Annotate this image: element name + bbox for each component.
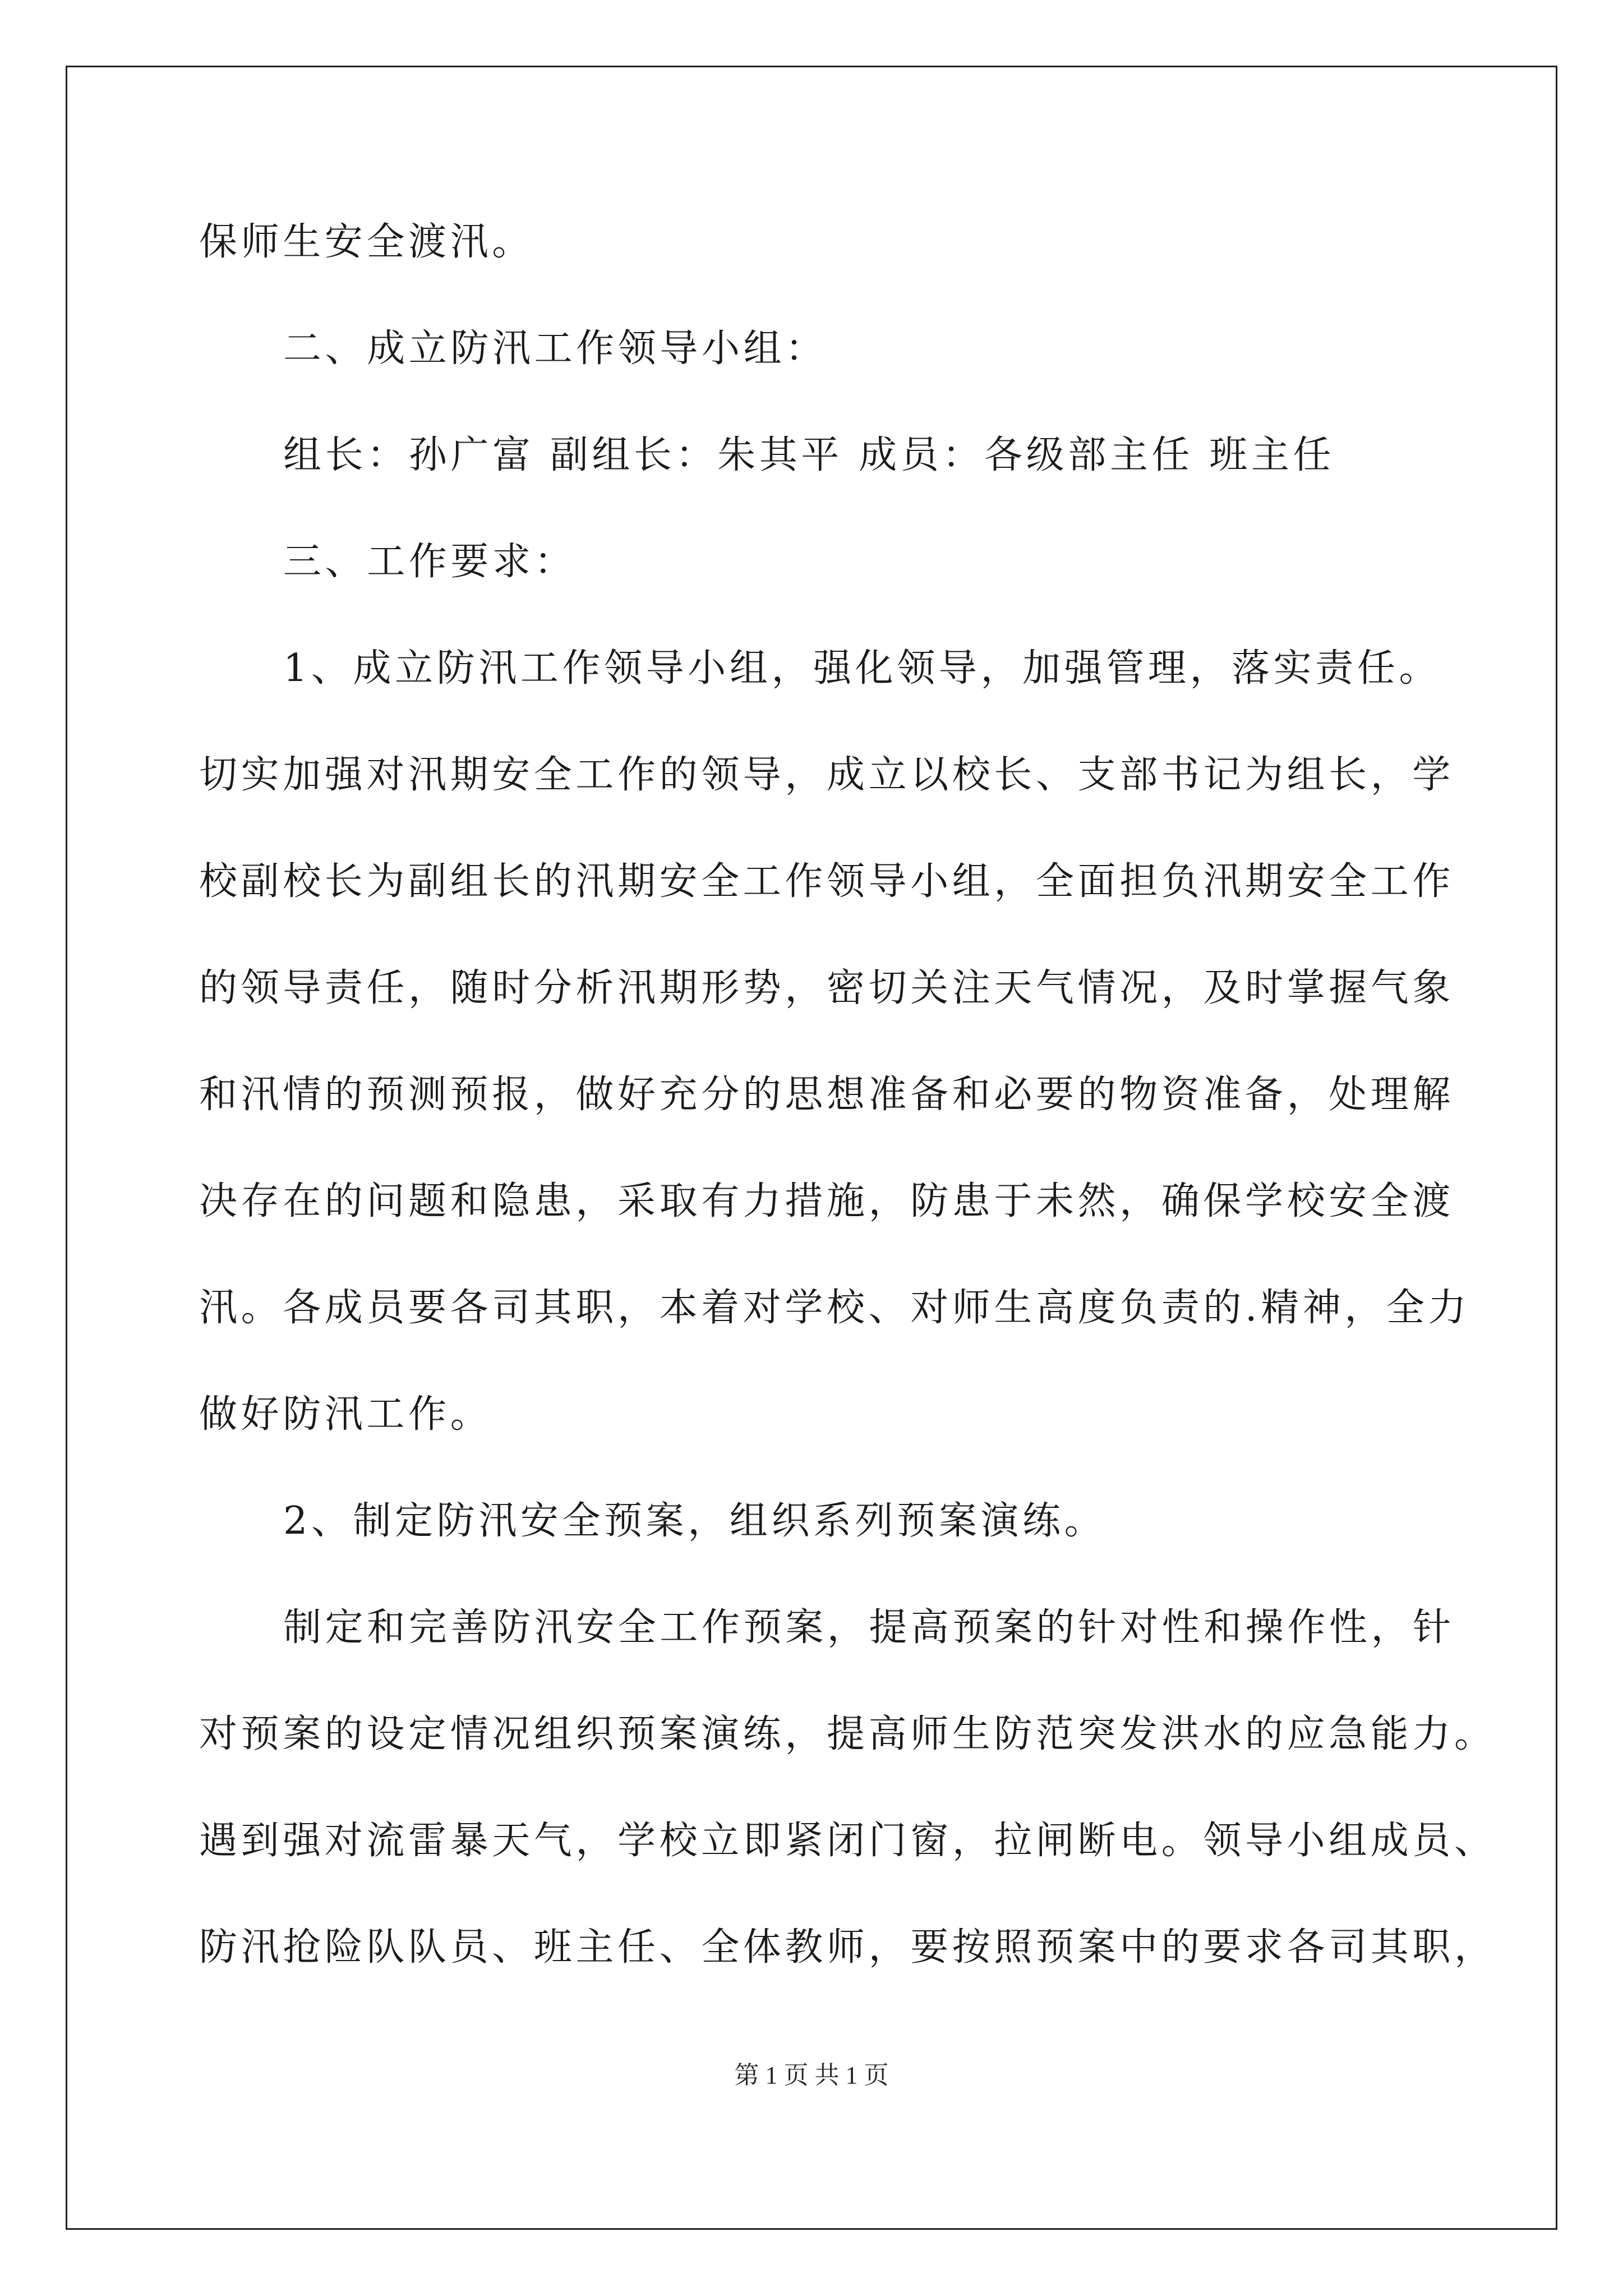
list-item-heading: 1、成立防汛工作领导小组，强化领导，加强管理，落实责任。 (283, 646, 1441, 691)
text-line: 切实加强对汛期安全工作的领导，成立以校长、支部书记为组长，学 (199, 753, 1455, 797)
text-line: 防汛抢险队队员、班主任、全体教师，要按照预案中的要求各司其职， (199, 1925, 1496, 1970)
text-line: 决存在的问题和隐患，采取有力措施，防患于未然，确保学校安全渡 (199, 1179, 1455, 1223)
text-line: 组长：孙广富 副组长：朱其平 成员：各级部主任 班主任 (283, 433, 1335, 477)
page-number-footer: 第 1 页 共 1 页 (734, 2062, 889, 2089)
text-line: 保师生安全渡汛。 (199, 220, 534, 264)
page-border (66, 66, 1557, 2230)
section-heading: 二、成立防汛工作领导小组： (283, 326, 827, 371)
text-line: 对预案的设定情况组织预案演练，提高师生防范突发洪水的应急能力。 (199, 1712, 1496, 1756)
text-line: 的领导责任，随时分析汛期形势，密切关注天气情况，及时掌握气象 (199, 966, 1455, 1010)
text-line: 汛。各成员要各司其职，本着对学校、对师生高度负责的.精神，全力 (199, 1286, 1470, 1330)
list-item-heading: 2、制定防汛安全预案，组织系列预案演练。 (283, 1499, 1106, 1543)
text-line: 制定和完善防汛安全工作预案，提高预案的针对性和操作性，针 (283, 1605, 1455, 1650)
text-line: 和汛情的预测预报，做好充分的思想准备和必要的物资准备，处理解 (199, 1073, 1455, 1117)
text-line: 校副校长为副组长的汛期安全工作领导小组，全面担负汛期安全工作 (199, 859, 1455, 904)
text-line: 做好防汛工作。 (199, 1392, 492, 1437)
text-line: 遇到强对流雷暴天气，学校立即紧闭门窗，拉闸断电。领导小组成员、 (199, 1819, 1496, 1863)
section-heading: 三、工作要求： (283, 540, 577, 584)
